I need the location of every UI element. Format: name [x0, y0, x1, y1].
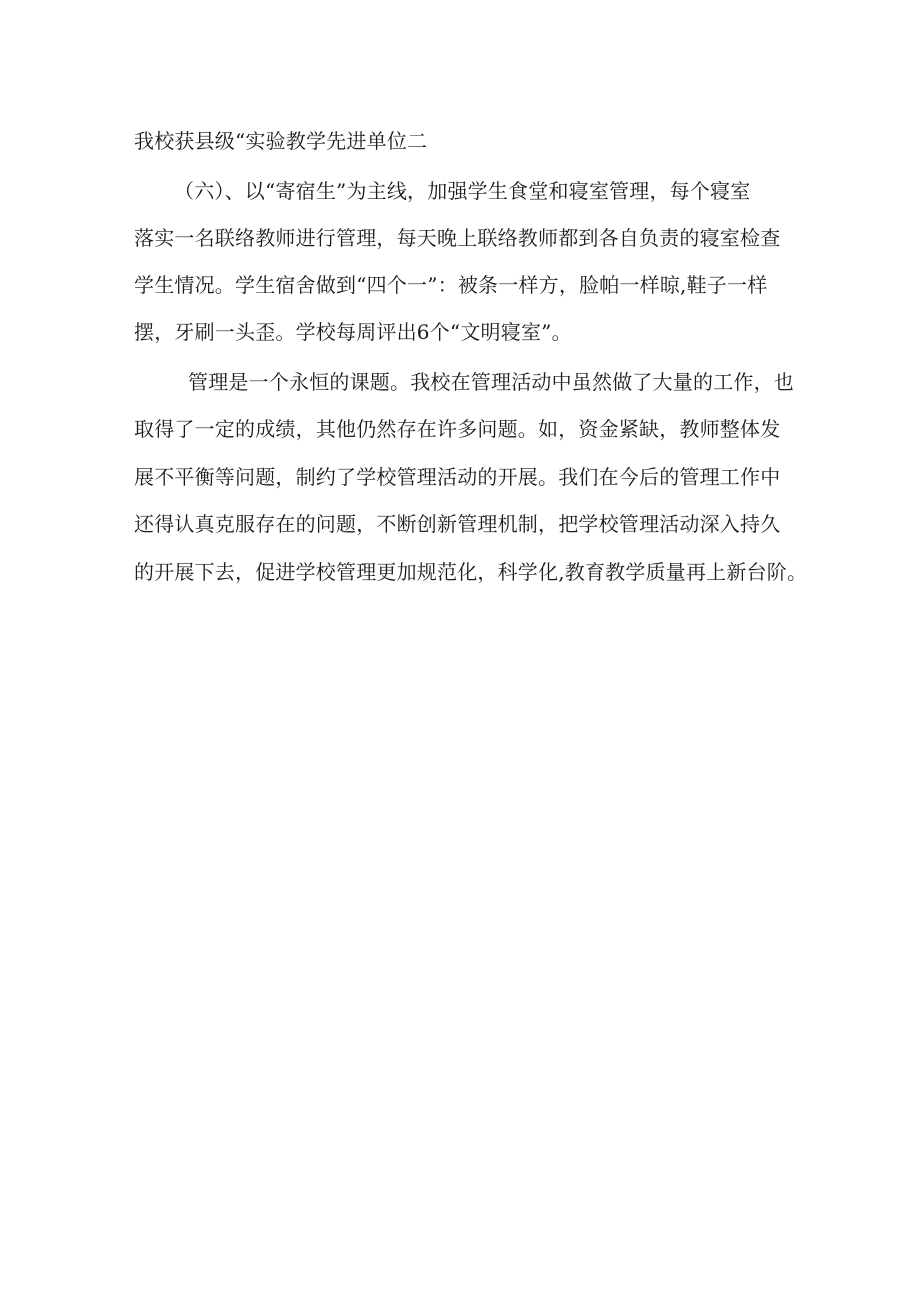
paragraph-line: 管理是一个永恒的课题。我校在管理活动中虽然做了大量的工作，也: [188, 370, 794, 394]
paragraph-line: 取得了一定的成绩，其他仍然存在许多问题。如，资金紧缺，教师整体发: [134, 417, 781, 441]
paragraph-line: 的开展下去，促进学校管理更加规范化，科学化,教育教学质量再上新台阶。: [134, 560, 808, 584]
paragraph-line: 还得认真克服存在的问题，不断创新管理机制，把学校管理活动深入持久: [134, 512, 781, 536]
paragraph-line: （六）、以“寄宿生”为主线，加强学生食堂和寝室管理，每个寝室: [174, 179, 751, 203]
paragraph-line: 我校获县级“实验教学先进单位二: [134, 129, 428, 153]
paragraph-line: 学生情况。学生宿舍做到“四个一”：被条一样方，脸帕一样晾,鞋子一样: [134, 273, 768, 297]
paragraph-line: 落实一名联络教师进行管理，每天晚上联络教师都到各自负责的寝室检查: [134, 226, 781, 250]
paragraph-line: 摆，牙刷一头歪。学校每周评出6个“文明寝室”。: [134, 320, 572, 344]
paragraph-line: 展不平衡等问题，制约了学校管理活动的开展。我们在今后的管理工作中: [134, 465, 781, 489]
